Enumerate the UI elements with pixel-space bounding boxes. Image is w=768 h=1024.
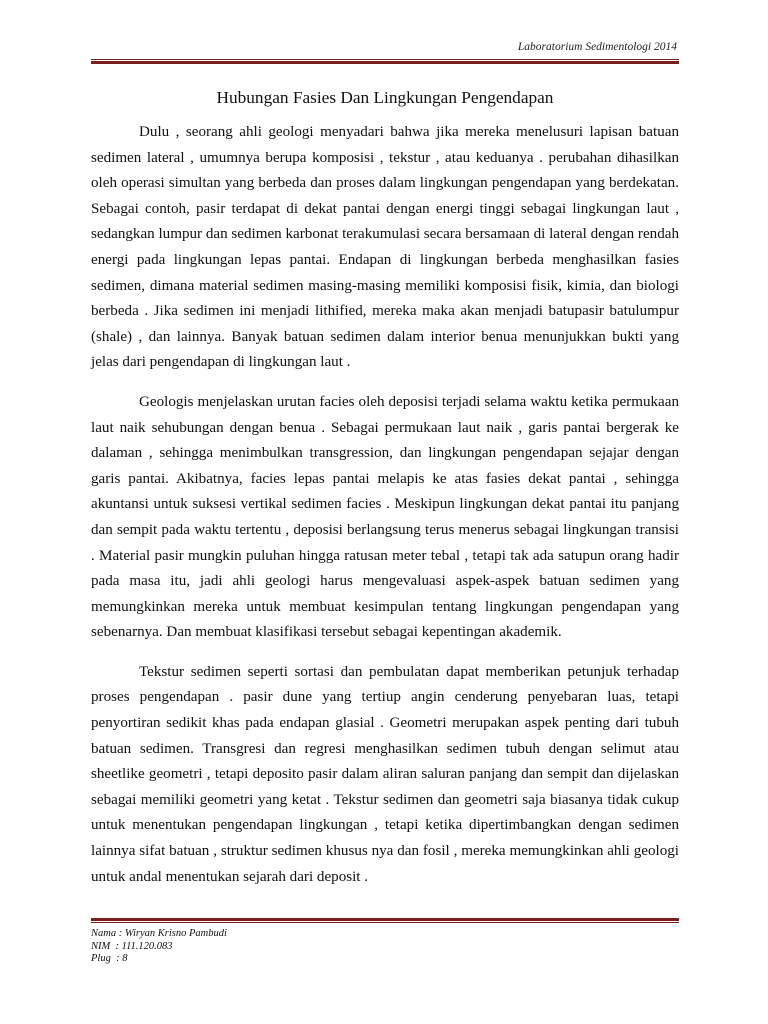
paragraph-1: Dulu , seorang ahli geologi menyadari bahwa jika mereka menelusuri lapisan batuan sedimen lateral , umumnya berupa komposisi , tekstur , atau keduanya . perubahan dihasilkan oleh operasi simultan yang berbeda dan proses dalam lingkungan pengendapan yang berdekatan. Sebagai contoh, pasir terdapat di dekat pantai dengan energi tinggi sebagai lingkungan laut , sedangkan lumpur dan sedimen karbonat terakumulasi secara bersamaan di lateral dengan rendah energi pada lingkungan lepas pantai. Endapan di lingkungan berbeda menghasilkan fasies sedimen, dimana material sedimen masing-masing memiliki komposisi fisik, kimia, dan biologi berbeda . Jika sedimen ini menjadi lithified, mereka maka akan menjadi batupasir batulumpur (shale) , dan lainnya. Banyak batuan sedimen dalam interior benua menunjukkan bukti yang jelas dari pengendapan di lingkungan laut . [91,124,680,371]
document-body [91,120,679,890]
header-lab-name: Laboratorium Sedimentologi 2014 [517,41,677,53]
footer-plug: Plug : 8 [91,953,128,964]
paragraph-3: Tekstur sedimen seperti sortasi dan pembulatan dapat memberikan petunjuk terhadap proses pengendapan . pasir dune yang tertiup angin cenderung penyebaran luas, tetapi penyortiran sedikit khas pada endapan glasial . Geometri merupakan aspek penting dari tubuh batuan sedimen. Transgresi dan regresi menghasilkan sedimen tubuh dengan selimut atau sheetlike geometri , tetapi deposito pasir dalam aliran saluran panjang dan sempit dan dijelaskan sebagai memiliki geometri yang ketat . Tekstur sedimen dan geometri saja biasanya tidak cukup untuk menentukan pengendapan lingkungan , tetapi ketika dipertimbangkan dengan sedimen lainnya sifat batuan , struktur sedimen khusus nya dan fosil , mereka memungkinkan ahli geologi untuk andal menentukan sejarah dari deposit . [91,663,679,885]
footer-divider [91,918,679,923]
paragraph-2: Geologis menjelaskan urutan facies oleh deposisi terjadi selama waktu ketika permukaan laut naik sehubungan dengan benua . Sebagai permukaan laut naik , garis pantai bergerak ke dalaman , sehingga menimbulkan transgression, dan lingkungan pengendapan sejajar dengan garis pantai. Akibatnya, facies lepas pantai melapis ke atas fasies dekat pantai , sehingga akuntansi untuk suksesi vertikal sedimen facies . Meskipun lingkungan dekat pantai itu panjang dan sempit pada waktu tertentu , deposisi berlangsung terus menerus sebagai lingkungan transisi . Material pasir mungkin puluhan hingga ratusan meter tebal , tetapi tak ada satupun orang hadir pada masa itu, jadi ahli geologi harus mengevaluasi aspek-aspek batuan sedimen yang memungkinkan mereka untuk membuat kesimpulan tentang lingkungan pengendapan yang sebenarnya. Dan membuat klasifikasi tersebut sebagai kepentingan akademik. [91,393,679,641]
header-divider-thin [91,59,679,60]
footer-nim: NIM : 111.120.083 [91,940,173,952]
document-title: Hubungan Fasies Dan Lingkungan Pengendapan [216,88,554,107]
footer-author-info [91,928,227,966]
header-divider [91,59,679,64]
header-divider-thick [91,61,679,64]
footer-divider-thick [91,918,679,921]
footer-name: Nama : Wiryan Krisno Pambudi [91,928,227,939]
footer-divider-thin [91,922,679,923]
